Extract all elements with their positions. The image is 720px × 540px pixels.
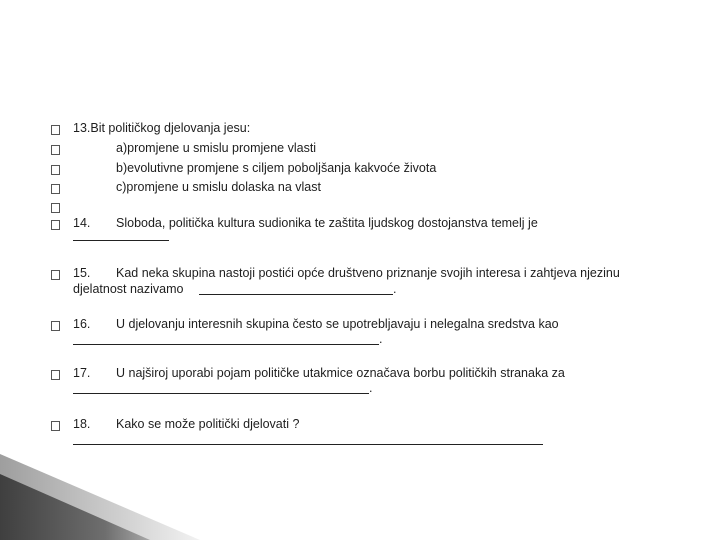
question-13-stem: 13.Bit političkog djelovanja jesu: <box>73 121 251 135</box>
question-18-text: Kako se može politički djelovati ? <box>116 417 300 431</box>
question-14-answer-blank <box>73 240 169 241</box>
checkbox-bullet-icon <box>51 321 60 331</box>
checkbox-bullet-icon <box>51 184 60 194</box>
question-18-number: 18. <box>73 417 91 431</box>
question-16-period: . <box>379 332 383 346</box>
question-14-text: Sloboda, politička kultura sudionika te zaštita ljudskog dostojanstva temelj je <box>116 216 538 230</box>
question-15-number: 15. <box>73 266 91 280</box>
checkbox-bullet-icon <box>51 203 60 213</box>
checkbox-bullet-icon <box>51 145 60 155</box>
question-13-option-c: c)promjene u smislu dolaska na vlast <box>116 180 321 194</box>
question-17-answer-blank <box>73 393 369 394</box>
question-14-number: 14. <box>73 216 91 230</box>
question-16-number: 16. <box>73 317 91 331</box>
corner-ribbon-decoration <box>0 440 200 540</box>
question-15-continuation: djelatnost nazivamo <box>73 282 184 296</box>
question-13-option-a: a)promjene u smislu promjene vlasti <box>116 141 317 155</box>
question-15-text: Kad neka skupina nastoji postići opće društveno priznanje svojih interesa i zahtjeva njezinu <box>116 266 620 280</box>
question-16-answer-blank <box>73 344 379 345</box>
question-13-option-b: b)evolutivne promjene s ciljem poboljšanja kakvoće života <box>116 161 437 175</box>
checkbox-bullet-icon <box>51 165 60 175</box>
checkbox-bullet-icon <box>51 125 60 135</box>
question-17-number: 17. <box>73 366 91 380</box>
checkbox-bullet-icon <box>51 270 60 280</box>
question-17-text: U najširoj uporabi pojam političke utakmice označava borbu političkih stranaka za <box>116 366 565 380</box>
question-15-period: . <box>393 282 397 296</box>
question-16-text: U djelovanju interesnih skupina često se upotrebljavaju i nelegalna sredstva kao <box>116 317 559 331</box>
question-17-period: . <box>369 381 373 395</box>
checkbox-bullet-icon <box>51 220 60 230</box>
question-15-answer-blank <box>199 294 393 295</box>
checkbox-bullet-icon <box>51 370 60 380</box>
checkbox-bullet-icon <box>51 421 60 431</box>
